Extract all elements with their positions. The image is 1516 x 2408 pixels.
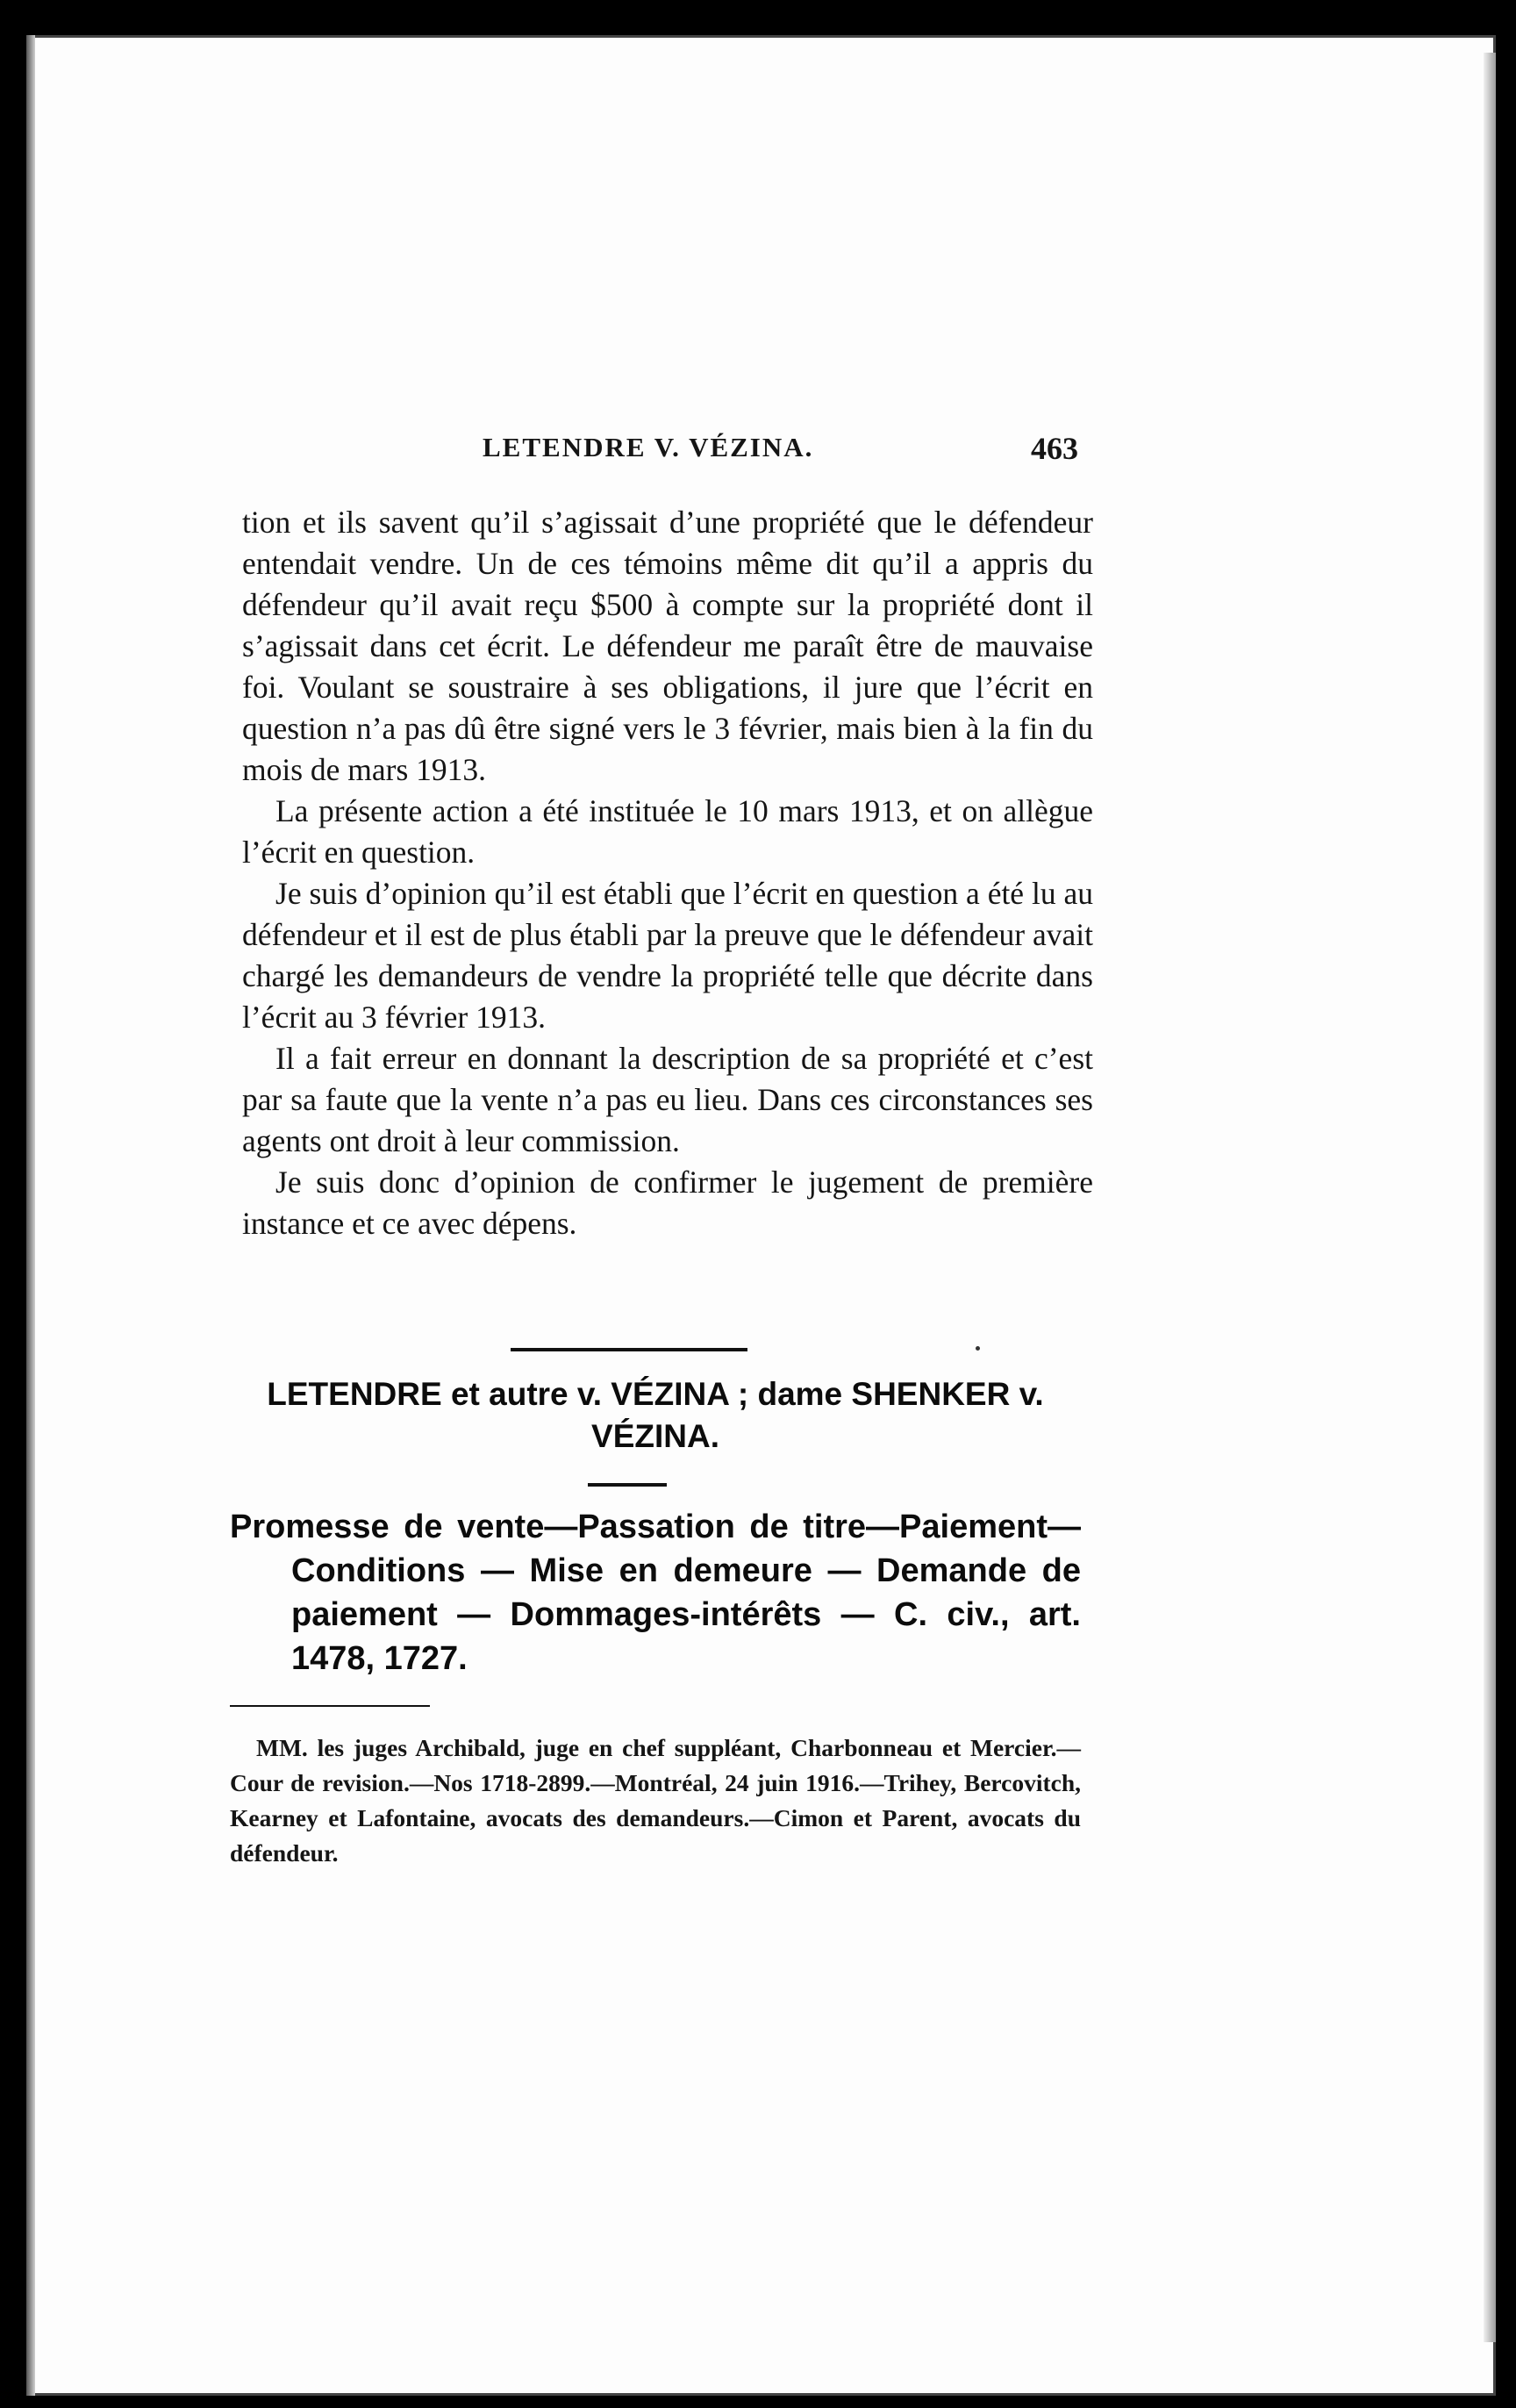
title-underline-rule	[588, 1483, 667, 1487]
book-page	[26, 35, 1496, 2396]
case-title: LETENDRE et autre v. VÉZINA ; dame SHENKER v. VÉZINA.	[267, 1376, 1044, 1454]
paragraph-opinion: Je suis d’opinion qu’il est établi que l’écrit en question a été lu au défendeur et il est de plus établi par la preuve que le défendeur avait chargé les demandeurs de vendre la propriété telle que décrite dans l’écrit au 3 février 1913.	[242, 876, 1093, 1035]
footnote	[230, 1731, 1081, 1871]
paragraph-error: Il a fait erreur en donnant la description de sa propriété et c’est par sa faute que la vente n’a pas eu lieu. Dans ces circonstances ses agents ont droit à leur commission.	[242, 1041, 1093, 1158]
print-speck	[976, 1346, 980, 1351]
footnote-text: MM. les juges Archibald, juge en chef suppléant, Charbonneau et Mercier.—Cour de revision.—Nos 1718-2899.—Montréal, 24 juin 1916.—Trihey, Bercovitch, Kearney et Lafontaine, avocats des demandeurs.—Cimon et Parent, avocats du défendeur.	[230, 1734, 1081, 1867]
running-head: LETENDRE V. VÉZINA.	[483, 432, 814, 462]
paragraph-action-instituted: La présente action a été instituée le 10 mars 1913, et on allègue l’écrit en question.	[242, 793, 1093, 870]
case-headnote: Promesse de vente—Passation de titre—Paiement—Conditions — Mise en demeure — Demande de paiement — Dommages-intérêts — C. civ., art. 1478, 1727.	[230, 1509, 1081, 1677]
page-number: 463	[1031, 431, 1078, 466]
paragraph-continuation: tion et ils savent qu’il s’agissait d’une propriété que le défendeur entendait vendre. Un de ces témoins même dit qu’il a appris du défendeur qu’il avait reçu $500 à compte sur la propriété dont il s’agissait dans cet écrit. Le défendeur me paraît être de mauvaise foi. Voulant se soustraire à ses obligations, il jure que l’écrit en question n’a pas dû être signé vers le 3 février, mais bien à la fin du mois de mars 1913.	[242, 505, 1093, 787]
section-divider-rule	[511, 1348, 747, 1351]
footnote-separator-rule	[230, 1705, 430, 1707]
paragraph-conclusion: Je suis donc d’opinion de confirmer le jugement de première instance et ce avec dépens.	[242, 1165, 1093, 1241]
judgment-text	[242, 502, 1093, 1244]
